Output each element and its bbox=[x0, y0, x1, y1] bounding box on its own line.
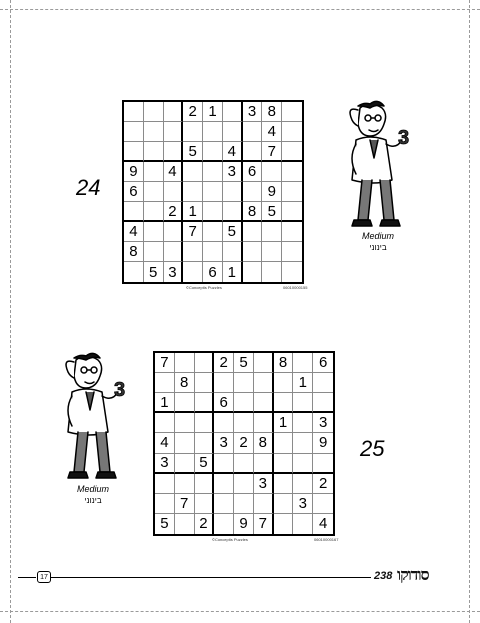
sudoku-cell[interactable] bbox=[175, 474, 195, 494]
sudoku-cell[interactable] bbox=[195, 474, 215, 494]
dashed-cut-line-top bbox=[0, 9, 480, 10]
sudoku-cell[interactable]: 5 bbox=[155, 514, 175, 534]
sudoku-cell[interactable] bbox=[155, 413, 175, 433]
sudoku-cell[interactable]: 3 bbox=[243, 102, 263, 122]
sudoku-cell[interactable]: 2 bbox=[164, 202, 184, 222]
sudoku-cell[interactable] bbox=[195, 413, 215, 433]
sudoku-cell[interactable] bbox=[223, 202, 243, 222]
sudoku-cell[interactable]: 9 bbox=[234, 514, 254, 534]
sudoku-cell[interactable]: 7 bbox=[262, 142, 282, 162]
sudoku-cell[interactable]: 6 bbox=[124, 182, 144, 202]
page-number-left: 17 bbox=[37, 571, 51, 583]
sudoku-cell[interactable] bbox=[293, 433, 313, 453]
svg-text:3: 3 bbox=[398, 127, 410, 149]
sudoku-cell[interactable] bbox=[183, 262, 203, 282]
sudoku-cell[interactable] bbox=[282, 142, 302, 162]
sudoku-cell[interactable] bbox=[214, 454, 234, 474]
sudoku-cell[interactable]: 6 bbox=[203, 262, 223, 282]
sudoku-cell[interactable] bbox=[164, 142, 184, 162]
puzzle-code: 06010000155 bbox=[283, 285, 308, 290]
sudoku-cell[interactable] bbox=[293, 393, 313, 413]
sudoku-cell[interactable] bbox=[203, 222, 223, 242]
sudoku-cell[interactable] bbox=[282, 182, 302, 202]
puzzle-number: 25 bbox=[360, 436, 385, 461]
sudoku-cell[interactable] bbox=[175, 393, 195, 413]
sudoku-cell[interactable]: 3 bbox=[155, 454, 175, 474]
sudoku-cell[interactable] bbox=[214, 494, 234, 514]
dashed-cut-line-right bbox=[469, 0, 470, 623]
sudoku-cell[interactable] bbox=[243, 262, 263, 282]
sudoku-cell[interactable] bbox=[214, 514, 234, 534]
sudoku-cell[interactable] bbox=[203, 242, 223, 262]
sudoku-cell[interactable]: 5 bbox=[144, 262, 164, 282]
sudoku-cell[interactable] bbox=[195, 373, 215, 393]
sudoku-cell[interactable] bbox=[243, 182, 263, 202]
sudoku-cell[interactable] bbox=[254, 393, 274, 413]
sudoku-cell[interactable]: 9 bbox=[262, 182, 282, 202]
sudoku-cell[interactable] bbox=[124, 142, 144, 162]
sudoku-cell[interactable]: 2 bbox=[195, 514, 215, 534]
sudoku-cell[interactable] bbox=[164, 102, 184, 122]
sudoku-cell[interactable] bbox=[124, 102, 144, 122]
sudoku-cell[interactable] bbox=[203, 162, 223, 182]
sudoku-cell[interactable]: 2 bbox=[214, 353, 234, 373]
sudoku-cell[interactable]: 8 bbox=[254, 433, 274, 453]
sudoku-cell[interactable]: 1 bbox=[293, 373, 313, 393]
sudoku-cell[interactable]: 1 bbox=[155, 393, 175, 413]
sudoku-cell[interactable]: 4 bbox=[164, 162, 184, 182]
dashed-cut-line-left bbox=[10, 0, 11, 623]
sudoku-cell[interactable] bbox=[203, 182, 223, 202]
sudoku-cell[interactable] bbox=[293, 514, 313, 534]
sudoku-cell[interactable]: 8 bbox=[243, 202, 263, 222]
sudoku-cell[interactable]: 5 bbox=[234, 353, 254, 373]
sudoku-cell[interactable] bbox=[144, 202, 164, 222]
sudoku-cell[interactable]: 5 bbox=[223, 222, 243, 242]
sudoku-cell[interactable] bbox=[214, 413, 234, 433]
sudoku-cell[interactable] bbox=[234, 413, 254, 433]
sudoku-cell[interactable] bbox=[262, 222, 282, 242]
sudoku-cell[interactable]: 3 bbox=[313, 413, 333, 433]
sudoku-grid-24[interactable] bbox=[122, 100, 304, 284]
difficulty-label-hebrew: בינוני bbox=[84, 496, 102, 505]
sudoku-cell[interactable] bbox=[262, 242, 282, 262]
sudoku-cell[interactable]: 8 bbox=[124, 242, 144, 262]
sudoku-cell[interactable] bbox=[282, 262, 302, 282]
sudoku-cell[interactable]: 3 bbox=[223, 162, 243, 182]
sudoku-cell[interactable] bbox=[214, 474, 234, 494]
sudoku-cell[interactable] bbox=[124, 122, 144, 142]
sudoku-cell[interactable] bbox=[223, 122, 243, 142]
sudoku-cell[interactable] bbox=[214, 373, 234, 393]
puzzle-credit: ©Conceptis Puzzles bbox=[212, 537, 248, 542]
sudoku-cell[interactable] bbox=[282, 242, 302, 262]
sudoku-cell[interactable] bbox=[175, 433, 195, 453]
sudoku-cell[interactable] bbox=[274, 474, 294, 494]
sudoku-cell[interactable] bbox=[164, 122, 184, 142]
sudoku-cell[interactable] bbox=[282, 122, 302, 142]
footer-rule-middle bbox=[51, 577, 371, 578]
sudoku-cell[interactable] bbox=[144, 102, 164, 122]
sudoku-cell[interactable] bbox=[274, 514, 294, 534]
sudoku-cell[interactable] bbox=[293, 413, 313, 433]
sudoku-cell[interactable] bbox=[144, 222, 164, 242]
sudoku-cell[interactable] bbox=[274, 433, 294, 453]
sudoku-cell[interactable] bbox=[313, 393, 333, 413]
sudoku-cell[interactable] bbox=[155, 373, 175, 393]
sudoku-cell[interactable] bbox=[293, 353, 313, 373]
sudoku-cell[interactable] bbox=[183, 182, 203, 202]
sudoku-cell[interactable]: 1 bbox=[203, 102, 223, 122]
sudoku-cell[interactable] bbox=[195, 433, 215, 453]
sudoku-cell[interactable] bbox=[203, 122, 223, 142]
sudoku-cell[interactable] bbox=[144, 142, 164, 162]
sudoku-cell[interactable]: 5 bbox=[183, 142, 203, 162]
sudoku-cell[interactable] bbox=[164, 242, 184, 262]
sudoku-cell[interactable] bbox=[144, 242, 164, 262]
page-number: 238 bbox=[374, 570, 393, 582]
sudoku-cell[interactable]: 5 bbox=[195, 454, 215, 474]
sudoku-cell[interactable]: 6 bbox=[214, 393, 234, 413]
sudoku-cell[interactable] bbox=[274, 454, 294, 474]
sudoku-cell[interactable] bbox=[195, 353, 215, 373]
sudoku-cell[interactable] bbox=[234, 393, 254, 413]
sudoku-cell[interactable]: 7 bbox=[183, 222, 203, 242]
sudoku-cell[interactable] bbox=[254, 454, 274, 474]
dashed-cut-line-bottom bbox=[0, 611, 480, 612]
sudoku-cell[interactable] bbox=[124, 202, 144, 222]
sudoku-cell[interactable] bbox=[144, 182, 164, 202]
sudoku-cell[interactable] bbox=[223, 182, 243, 202]
sudoku-cell[interactable] bbox=[234, 494, 254, 514]
sudoku-cell[interactable] bbox=[313, 494, 333, 514]
sudoku-cell[interactable]: 4 bbox=[318, 515, 328, 533]
sudoku-cell[interactable] bbox=[262, 262, 282, 282]
sudoku-cell[interactable] bbox=[254, 413, 274, 433]
sudoku-cell[interactable] bbox=[243, 122, 263, 142]
sudoku-cell[interactable]: 7 bbox=[254, 514, 274, 534]
sudoku-cell[interactable] bbox=[293, 454, 313, 474]
puzzle-credit: ©Conceptis Puzzles bbox=[186, 285, 222, 290]
sudoku-cell[interactable]: 2 bbox=[313, 474, 333, 494]
sudoku-cell[interactable] bbox=[243, 222, 263, 242]
sudoku-cell[interactable] bbox=[195, 393, 215, 413]
sudoku-cell[interactable] bbox=[155, 494, 175, 514]
professor-illustration bbox=[340, 100, 418, 230]
sudoku-cell[interactable]: 2 bbox=[234, 433, 254, 453]
difficulty-label: Medium bbox=[361, 231, 394, 241]
sudoku-cell[interactable] bbox=[282, 162, 302, 182]
puzzle-code: 06010000167 bbox=[314, 537, 339, 542]
sudoku-cell[interactable]: 9 bbox=[124, 162, 144, 182]
sudoku-cell[interactable] bbox=[175, 454, 195, 474]
sudoku-cell[interactable]: 1 bbox=[223, 262, 243, 282]
sudoku-cell[interactable]: 6 bbox=[243, 162, 263, 182]
sudoku-cell[interactable]: 4 bbox=[155, 433, 175, 453]
sudoku-cell[interactable] bbox=[243, 242, 263, 262]
sudoku-cell[interactable]: 6 bbox=[313, 353, 333, 373]
sudoku-cell[interactable] bbox=[262, 162, 282, 182]
sudoku-cell[interactable] bbox=[274, 393, 294, 413]
sudoku-logo: סודוקו bbox=[397, 565, 429, 584]
difficulty-label: Medium bbox=[76, 484, 109, 494]
sudoku-cell[interactable] bbox=[234, 474, 254, 494]
sudoku-cell[interactable] bbox=[175, 413, 195, 433]
sudoku-cell[interactable]: 9 bbox=[313, 433, 333, 453]
sudoku-cell[interactable] bbox=[313, 454, 333, 474]
sudoku-cell[interactable]: 3 bbox=[254, 474, 274, 494]
sudoku-cell[interactable]: 4 bbox=[223, 142, 243, 162]
sudoku-cell[interactable] bbox=[183, 122, 203, 142]
sudoku-cell[interactable]: 5 bbox=[262, 202, 282, 222]
sudoku-cell[interactable] bbox=[164, 182, 184, 202]
sudoku-cell[interactable]: 3 bbox=[214, 433, 234, 453]
sudoku-cell[interactable] bbox=[274, 373, 294, 393]
sudoku-cell[interactable] bbox=[274, 494, 294, 514]
sudoku-cell[interactable] bbox=[175, 514, 195, 534]
sudoku-cell[interactable]: 7 bbox=[175, 494, 195, 514]
sudoku-cell[interactable]: 8 bbox=[262, 102, 282, 122]
sudoku-cell[interactable] bbox=[183, 242, 203, 262]
sudoku-cell[interactable]: 8 bbox=[175, 373, 195, 393]
sudoku-cell[interactable] bbox=[175, 353, 195, 373]
sudoku-cell[interactable] bbox=[164, 222, 184, 242]
sudoku-cell[interactable] bbox=[203, 202, 223, 222]
sudoku-cell[interactable] bbox=[282, 222, 302, 242]
footer-rule-left bbox=[18, 577, 36, 578]
sudoku-grid-25[interactable] bbox=[153, 351, 335, 536]
sudoku-cell[interactable] bbox=[254, 353, 274, 373]
svg-text:3: 3 bbox=[114, 379, 126, 401]
sudoku-cell[interactable]: 8 bbox=[274, 353, 294, 373]
professor-illustration bbox=[56, 352, 134, 482]
sudoku-cell[interactable]: 3 bbox=[164, 262, 184, 282]
sudoku-cell[interactable]: 4 bbox=[262, 122, 282, 142]
difficulty-label-hebrew: בינוני bbox=[369, 243, 387, 252]
sudoku-cell[interactable] bbox=[203, 142, 223, 162]
sudoku-cell[interactable]: 1 bbox=[274, 413, 294, 433]
sudoku-cell[interactable] bbox=[254, 494, 274, 514]
sudoku-cell[interactable] bbox=[144, 122, 164, 142]
sudoku-cell[interactable] bbox=[144, 162, 164, 182]
puzzle-number: 24 bbox=[76, 175, 101, 200]
sudoku-cell[interactable]: 1 bbox=[183, 202, 203, 222]
sudoku-cell[interactable] bbox=[223, 242, 243, 262]
sudoku-cell[interactable] bbox=[254, 373, 274, 393]
sudoku-cell[interactable] bbox=[282, 102, 302, 122]
sudoku-cell[interactable] bbox=[234, 454, 254, 474]
sudoku-cell[interactable] bbox=[234, 373, 254, 393]
sudoku-cell[interactable] bbox=[243, 142, 263, 162]
sudoku-cell[interactable] bbox=[313, 373, 333, 393]
sudoku-cell[interactable] bbox=[293, 474, 313, 494]
sudoku-cell[interactable]: 2 bbox=[183, 102, 203, 122]
sudoku-cell[interactable] bbox=[183, 162, 203, 182]
sudoku-cell[interactable]: 3 bbox=[293, 494, 313, 514]
sudoku-cell[interactable] bbox=[282, 202, 302, 222]
sudoku-cell[interactable] bbox=[124, 262, 144, 282]
sudoku-cell[interactable]: 4 bbox=[124, 222, 144, 242]
sudoku-cell[interactable]: 7 bbox=[155, 353, 175, 373]
sudoku-cell[interactable] bbox=[223, 102, 243, 122]
sudoku-cell[interactable] bbox=[155, 474, 175, 494]
sudoku-cell[interactable] bbox=[195, 494, 215, 514]
